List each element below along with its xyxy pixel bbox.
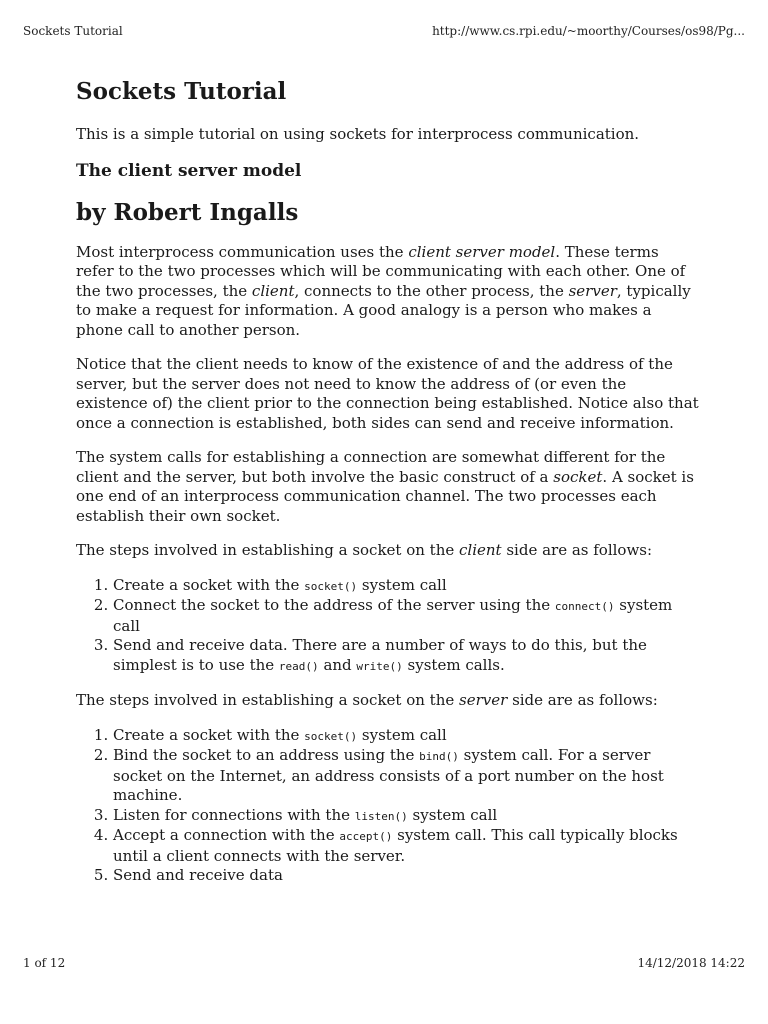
- server-steps-intro: [76, 691, 700, 711]
- list-item: [113, 576, 700, 597]
- emphasis: client server model: [408, 242, 556, 261]
- print-header-title: Sockets Tutorial: [23, 24, 123, 38]
- text-run: Most interprocess communication uses the: [76, 242, 409, 261]
- list-item: [113, 746, 700, 806]
- text-run: system call: [357, 575, 447, 594]
- text-run: system call: [407, 805, 498, 824]
- text-run: Connect the socket to the address of the server using the: [113, 596, 555, 614]
- text-run: side are as follows:: [507, 691, 658, 709]
- text-run: system call. This call typically blocks until a client connects with the server.: [113, 826, 678, 865]
- text-run: The steps involved in establishing a socket on the: [76, 541, 460, 559]
- text-run: system call: [113, 596, 673, 635]
- print-header: [23, 24, 745, 38]
- code-snippet: write(): [356, 659, 403, 673]
- text-run: side are as follows:: [501, 541, 653, 559]
- intro-paragraph: This is a simple tutorial on using sockets for interprocess communication.: [76, 125, 640, 143]
- byline: by Robert Ingalls: [76, 198, 299, 226]
- code-snippet: socket(): [304, 729, 358, 743]
- code-snippet: accept(): [339, 830, 393, 843]
- text-run: system calls.: [402, 655, 505, 674]
- document-body: [76, 74, 700, 901]
- text-run: Accept a connection with the: [113, 826, 340, 844]
- text-run: system call: [357, 725, 447, 744]
- client-steps-intro: [76, 541, 700, 561]
- page-number: 1 of 12: [23, 956, 66, 970]
- list-item: [113, 636, 700, 676]
- text-run: , typically to make a request for information. A good analogy is a person who makes a phone call to another person.: [76, 281, 691, 339]
- text-run: The system calls for establishing a connection are somewhat different for the client and the server, but both involve the basic construct of a: [76, 448, 666, 486]
- section-title: The client server model: [76, 160, 302, 181]
- list-item: [113, 866, 700, 886]
- emphasis: socket: [553, 467, 603, 486]
- code-snippet: read(): [278, 659, 319, 673]
- print-footer: [23, 956, 745, 970]
- server-steps-list: [76, 726, 700, 886]
- print-datetime: 14/12/2018 14:22: [637, 956, 745, 970]
- text-run: The steps involved in establishing a socket on the: [76, 691, 460, 709]
- text-run: , connects to the other process, the: [294, 281, 569, 300]
- list-item: [113, 596, 700, 636]
- code-snippet: socket(): [304, 579, 358, 593]
- emphasis: server: [568, 281, 617, 300]
- text-run: Bind the socket to an address using the: [113, 746, 420, 764]
- code-snippet: listen(): [354, 809, 408, 823]
- emphasis: server: [459, 691, 508, 709]
- text-run: system call. For a server socket on the Internet, an address consists of a port number on the host machine.: [113, 746, 664, 804]
- paragraph-client-server: [76, 243, 700, 341]
- page-title: Sockets Tutorial: [76, 78, 287, 105]
- code-snippet: connect(): [554, 600, 615, 613]
- paragraph-system-calls: [76, 448, 700, 526]
- text-run: and: [318, 655, 357, 674]
- client-steps-list: [76, 576, 700, 677]
- print-header-url: http://www.cs.rpi.edu/~moorthy/Courses/os98/Pg...: [432, 24, 745, 38]
- list-item: [113, 726, 700, 747]
- text-run: Create a socket with the: [113, 725, 305, 744]
- list-item: [113, 806, 700, 827]
- text-run: Create a socket with the: [113, 575, 305, 594]
- text-run: Listen for connections with the: [113, 805, 355, 824]
- text-run: Send and receive data: [113, 866, 283, 884]
- emphasis: client: [459, 541, 502, 559]
- text-run: . A socket is one end of an interprocess communication channel. The two processes each establish their own socket.: [76, 467, 694, 525]
- text-run: . These terms refer to the two processes which will be communicating with each other. One of the two processes, the: [76, 242, 686, 300]
- code-snippet: bind(): [419, 750, 459, 763]
- text-run: Send and receive data. There are a number of ways to do this, but the simplest is to use the: [113, 636, 647, 674]
- emphasis: client: [251, 281, 295, 300]
- list-item: [113, 826, 700, 866]
- paragraph-address: Notice that the client needs to know of the existence of and the address of the server, but the server does not need to know the address of (or even the existence of) the client prior to the connection being established. Notice also that once a connection is established, both sides can send and receive information.: [76, 355, 699, 432]
